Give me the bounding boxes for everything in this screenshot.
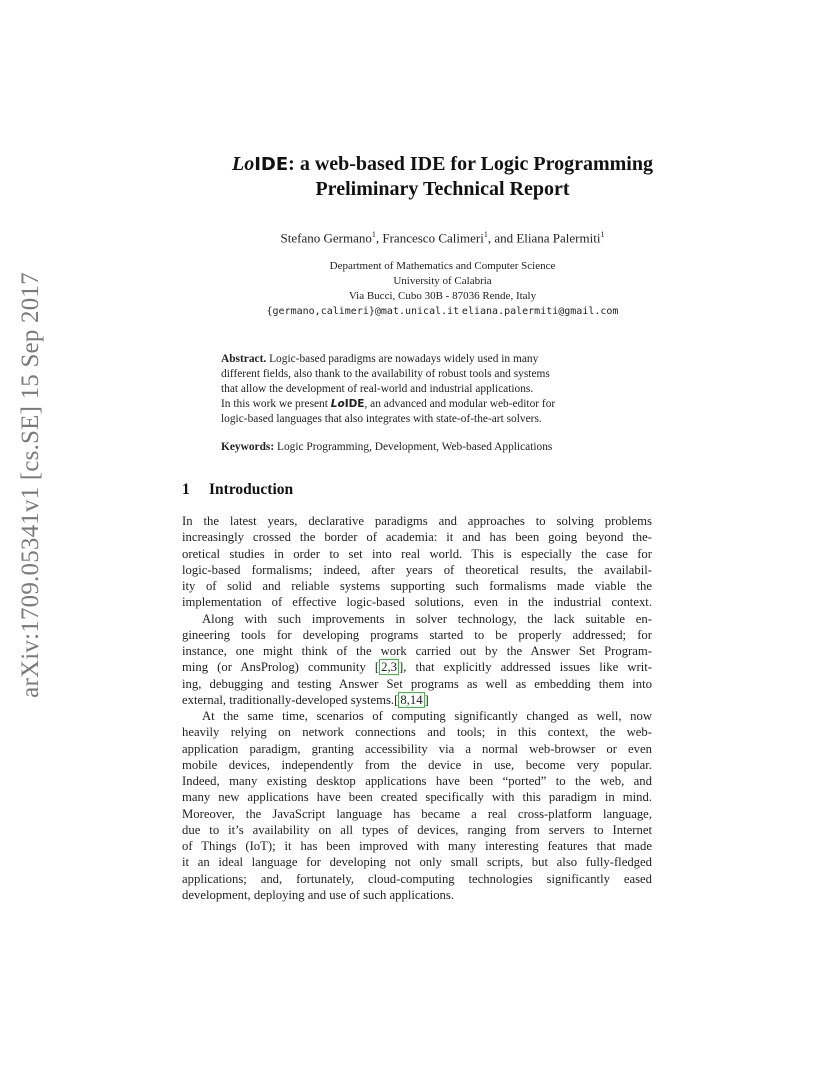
body-line: gineering tools for developing programs started to be properly addressed; for xyxy=(182,627,652,642)
body-line: it an ideal language for developing not only small scripts, but also fully-fledged xyxy=(182,855,652,870)
body-text-run: external, traditionally-developed systems.[ xyxy=(182,692,399,707)
title-line-2: Preliminary Technical Report xyxy=(315,178,570,200)
abstract-line: logic-based languages that also integrates with state-of-the-art solvers. xyxy=(221,413,542,426)
body-text-run: ], that explicitly addressed issues like writ- xyxy=(398,660,652,675)
author-name: Eliana Palermiti xyxy=(516,230,601,246)
author-name: Francesco Calimeri xyxy=(382,230,484,246)
body-line: of Things (IoT); it has been improved with many interesting features that made xyxy=(182,839,652,853)
keywords-text: Logic Programming, Development, Web-based Applications xyxy=(274,441,553,453)
body-line: implementation of effective logic-based solutions, even in the industrial context. xyxy=(182,595,652,610)
email-link[interactable]: {germano,calimeri}@mat.unical.it xyxy=(266,306,460,317)
body-line: applications; and, fortunately, cloud-computing technologies significantly eased xyxy=(182,871,652,886)
abstract-line: different fields, also thank to the availability of robust tools and systems xyxy=(221,368,550,381)
body-line: Indeed, many existing desktop applications have been “ported” to the web, and xyxy=(182,774,652,788)
body-line: heavily relying on network connections and tools; in this context, the web- xyxy=(182,725,652,740)
affiliation-address: Via Bucci, Cubo 30B - 87036 Rende, Italy xyxy=(348,290,537,302)
body-text xyxy=(182,513,652,903)
abstract-label: Abstract. xyxy=(221,353,267,365)
body-line: increasingly crossed the border of academia: it and has been going beyond the- xyxy=(182,530,652,545)
author-name: Stefano Germano xyxy=(280,230,372,246)
author-list xyxy=(160,230,725,246)
title-line-1 xyxy=(160,152,725,177)
citation-link[interactable]: 2,3 xyxy=(381,660,397,675)
body-line xyxy=(182,692,652,708)
body-line: ing, debugging and testing Answer Set programs as well as embedding them into xyxy=(182,676,652,691)
body-text-run: ming (or AnsProlog) community [ xyxy=(182,660,380,675)
affiliation-university: University of Calabria xyxy=(393,275,492,287)
abstract-brand xyxy=(331,398,365,410)
affiliation-block xyxy=(160,259,725,319)
body-line: instance, one might think of the work carried out by the Answer Set Program- xyxy=(182,644,652,658)
body-line: Along with such improvements in solver technology, the lack suitable en- xyxy=(202,611,652,626)
body-line: Moreover, the JavaScript language has became a real cross-platform language, xyxy=(182,806,652,821)
body-line: oretical studies in order to set into real world. This is especially the case for xyxy=(182,546,652,561)
author-affil-mark: 1 xyxy=(371,230,376,239)
abstract-text: Logic-based paradigms are nowadays widely used in many xyxy=(266,353,539,365)
title-lo: Lo xyxy=(232,153,255,175)
author-separator: , and xyxy=(487,230,517,246)
author-affil-mark: 1 xyxy=(600,230,605,239)
keywords xyxy=(221,441,641,453)
arxiv-identifier-text: arXiv:1709.05341v1 [cs.SE] 15 Sep 2017 xyxy=(17,272,44,698)
abstract xyxy=(221,352,641,427)
title-ide: IDE xyxy=(254,154,289,175)
brand-ide: IDE xyxy=(344,398,365,411)
author-affil-mark: 1 xyxy=(483,230,488,239)
abstract-text: In this work we present xyxy=(221,398,331,411)
body-line: ity of solid and reliable systems supporting such formalisms made viable the xyxy=(182,579,652,593)
body-line: logic-based formalisms; indeed, after years of theoretical results, the availabil- xyxy=(182,562,652,577)
author-separator: , xyxy=(375,230,383,246)
abstract-text: , an advanced and modular web-editor for xyxy=(364,398,556,411)
affiliation-emails xyxy=(160,304,725,319)
body-line: due to it’s availability on all types of devices, ranging from servers to Internet xyxy=(182,822,652,837)
body-line: many new applications have been created specifically with this paradigm in mind. xyxy=(182,790,652,805)
body-line: At the same time, scenarios of computing significantly changed as well, now xyxy=(202,709,652,723)
brand-lo: Lo xyxy=(330,398,345,411)
body-line xyxy=(182,659,652,675)
email-link[interactable]: eliana.palermiti@gmail.com xyxy=(461,306,619,317)
section-number: 1 xyxy=(182,481,190,498)
paper-title xyxy=(160,152,725,202)
body-line: mobile devices, independently from the device in use, become very popular. xyxy=(182,757,652,772)
body-line: application paradigm, granting accessibility via a normal web-browser or even xyxy=(182,741,652,756)
abstract-line: that allow the development of real-world and industrial applications. xyxy=(221,383,534,396)
keywords-label: Keywords: xyxy=(221,441,275,453)
section-heading xyxy=(182,481,293,499)
citation-link[interactable]: 8,14 xyxy=(400,692,423,707)
abstract-line xyxy=(221,352,641,367)
section-title: Introduction xyxy=(209,481,294,498)
body-line: In the latest years, declarative paradigms and approaches to solving problems xyxy=(182,514,652,528)
body-line: development, deploying and use of such applications. xyxy=(182,887,455,902)
arxiv-identifier xyxy=(10,272,52,698)
body-text-run: ] xyxy=(424,692,429,707)
abstract-line xyxy=(221,397,641,412)
title-rest: : a web-based IDE for Logic Programming xyxy=(288,153,653,175)
affiliation-department: Department of Mathematics and Computer Science xyxy=(329,260,556,272)
